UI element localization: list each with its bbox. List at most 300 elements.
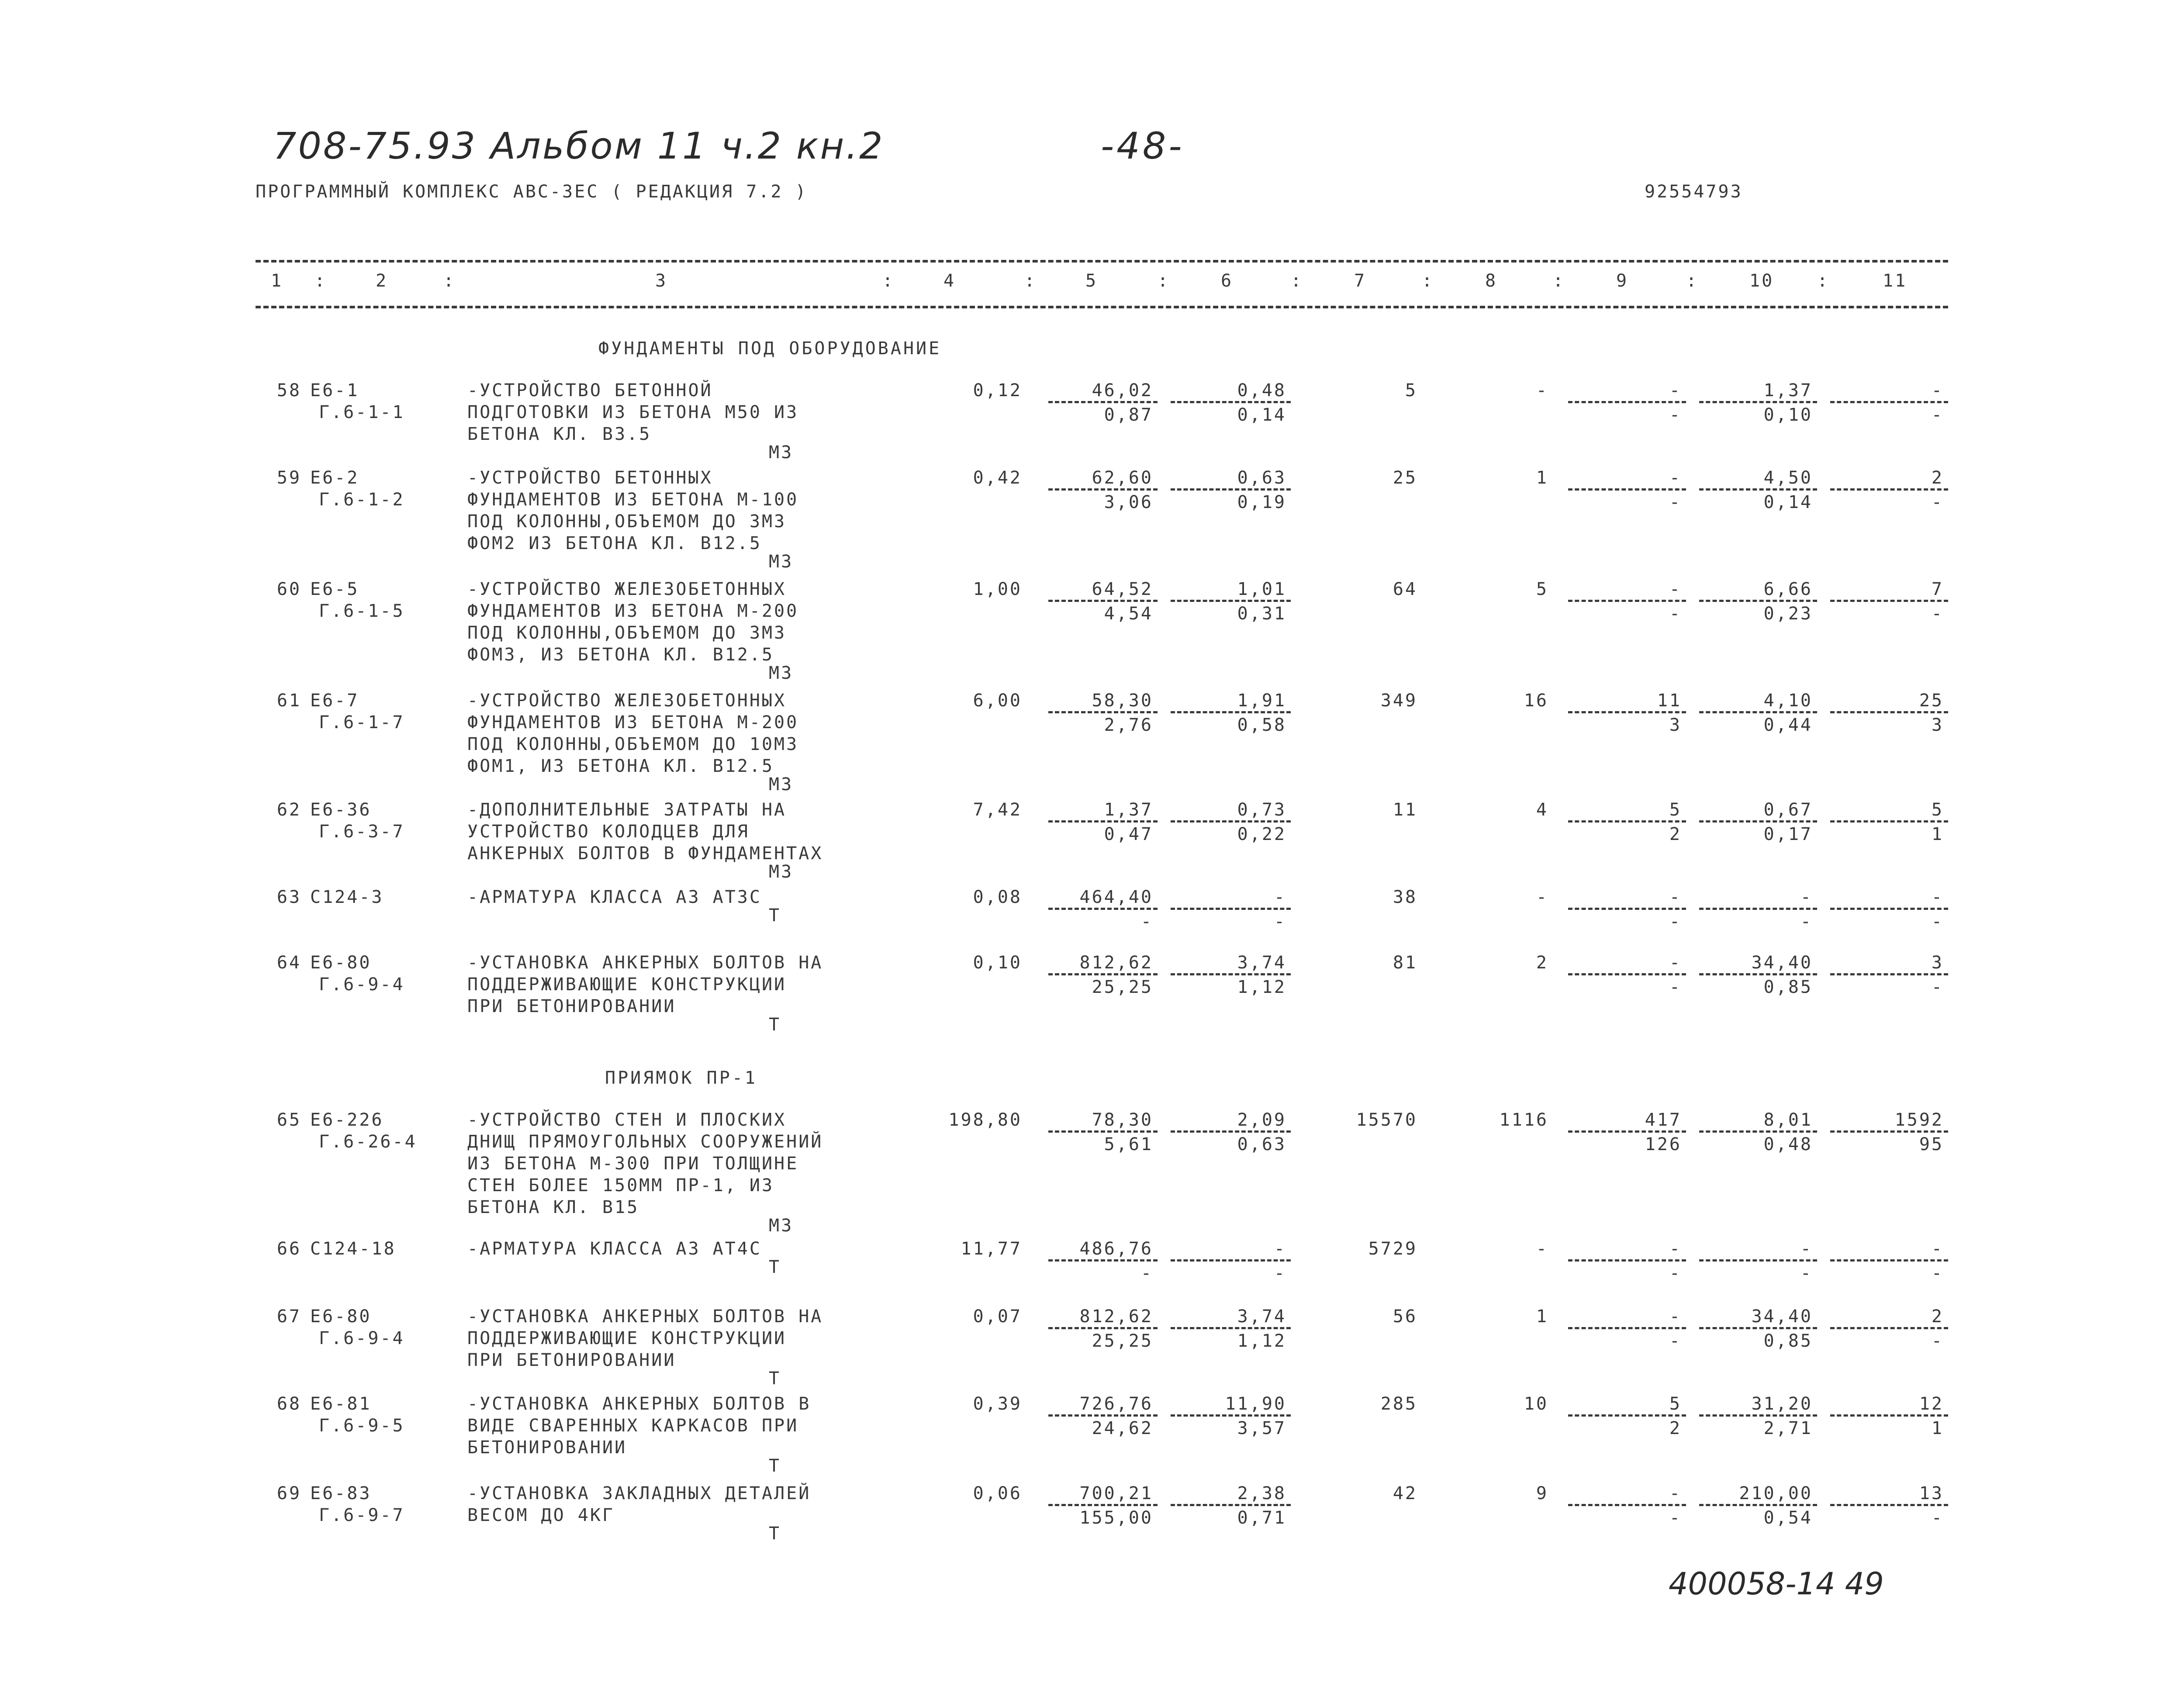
reference-code: Г.6-9-4: [319, 975, 405, 995]
unit-label: Т: [769, 1369, 781, 1389]
handwritten-page-number: -48-: [1101, 124, 1185, 167]
cell-c5: 812,62: [1079, 953, 1153, 973]
value-separator-c11: [1830, 1504, 1948, 1506]
value-separator-c5: [1048, 1259, 1158, 1262]
cell-c9: -: [1669, 953, 1682, 973]
value-separator-c10: [1699, 401, 1817, 403]
cell-c9: -: [1669, 468, 1682, 488]
cell-c11b: -: [1931, 977, 1944, 997]
cell-c6b: 0,22: [1237, 824, 1286, 844]
cell-c4: 7,42: [973, 800, 1022, 820]
column-separator: :: [1158, 271, 1170, 291]
cell-c6b: 1,12: [1237, 1331, 1286, 1351]
cell-c9: 417: [1645, 1110, 1682, 1130]
cell-c6b: -: [1274, 912, 1286, 932]
cell-c7: 11: [1393, 800, 1417, 820]
value-separator-c11: [1830, 820, 1948, 823]
value-separator-c10: [1699, 1414, 1817, 1417]
cell-c11b: -: [1931, 1508, 1944, 1528]
unit-label: М3: [769, 1216, 794, 1236]
cell-c5b: -: [1140, 1263, 1153, 1283]
rate-code: Е6-83: [310, 1483, 372, 1503]
unit-label: М3: [769, 774, 794, 795]
unit-label: М3: [769, 862, 794, 882]
cell-c7: 15570: [1356, 1110, 1417, 1130]
handwritten-album-title: 708-75.93 Альбом 11 ч.2 кн.2: [273, 124, 885, 167]
cell-c6: 1,91: [1237, 691, 1286, 711]
cell-c9b: -: [1669, 1263, 1682, 1283]
column-separator: :: [1817, 271, 1830, 291]
value-separator-c10: [1699, 488, 1817, 491]
unit-label: М3: [769, 663, 794, 683]
cell-c6: 3,74: [1237, 953, 1286, 973]
header-top-rule: [256, 260, 1948, 263]
reference-code: Г.6-3-7: [319, 822, 405, 842]
reference-code: Г.6-1-2: [319, 490, 405, 510]
handwritten-stamp: 400058-14 49: [1669, 1566, 1884, 1602]
cell-c9b: 2: [1669, 824, 1682, 844]
value-separator-c9: [1568, 820, 1686, 823]
value-separator-c6: [1171, 600, 1291, 602]
value-separator-c6: [1171, 1414, 1291, 1417]
cell-c5: 78,30: [1092, 1110, 1153, 1130]
cell-c11: 12: [1919, 1394, 1944, 1414]
column-separator: :: [1422, 271, 1434, 291]
work-description-line: -УСТРОЙСТВО ЖЕЛЕЗОБЕТОННЫХ: [467, 691, 787, 711]
cell-c8: -: [1536, 887, 1548, 907]
work-description-line: ВИДЕ СВАРЕННЫХ КАРКАСОВ ПРИ: [467, 1416, 799, 1436]
cell-c5: 1,37: [1104, 800, 1153, 820]
column-number: 3: [655, 271, 668, 291]
cell-c6: 0,73: [1237, 800, 1286, 820]
value-separator-c10: [1699, 1327, 1817, 1329]
reference-code: Г.6-1-5: [319, 601, 405, 621]
cell-c8: 1: [1536, 468, 1548, 488]
work-description-line: ПОД КОЛОННЫ,ОБЪЕМОМ ДО 3М3: [467, 623, 787, 643]
cell-c6: -: [1274, 1239, 1286, 1259]
work-description-line: -АРМАТУРА КЛАССА А3 АТ4С: [467, 1239, 762, 1259]
cell-c5b: 4,54: [1104, 604, 1153, 624]
cell-c7: 38: [1393, 887, 1417, 907]
cell-c9: 5: [1669, 800, 1682, 820]
header-bottom-rule: [256, 306, 1948, 308]
section-title: ПРИЯМОК ПР-1: [605, 1068, 757, 1088]
reference-code: Г.6-9-4: [319, 1328, 405, 1348]
cell-c4: 0,42: [973, 468, 1022, 488]
value-separator-c11: [1830, 488, 1948, 491]
work-description-line: БЕТОНИРОВАНИИ: [467, 1438, 627, 1458]
column-number: 4: [943, 271, 956, 291]
cell-c9b: 126: [1645, 1134, 1682, 1154]
cell-c4: 0,08: [973, 887, 1022, 907]
value-separator-c6: [1171, 908, 1291, 910]
value-separator-c9: [1568, 908, 1686, 910]
cell-c6: 3,74: [1237, 1306, 1286, 1327]
cell-c9b: -: [1669, 1508, 1682, 1528]
cell-c4: 198,80: [948, 1110, 1022, 1130]
value-separator-c11: [1830, 908, 1948, 910]
value-separator-c10: [1699, 1504, 1817, 1506]
value-separator-c5: [1048, 401, 1158, 403]
rate-code: Е6-2: [310, 468, 359, 488]
rate-code: Е6-7: [310, 691, 359, 711]
value-separator-c10: [1699, 600, 1817, 602]
value-separator-c9: [1568, 1259, 1686, 1262]
cell-c6: 2,38: [1237, 1483, 1286, 1503]
cell-c11b: 1: [1931, 824, 1944, 844]
cell-c5: 700,21: [1079, 1483, 1153, 1503]
reference-code: Г.6-1-1: [319, 402, 405, 422]
cell-c10: 6,66: [1763, 579, 1813, 599]
cell-c10b: 2,71: [1763, 1418, 1813, 1438]
row-number: 65: [276, 1110, 301, 1130]
cell-c8: 2: [1536, 953, 1548, 973]
work-description-line: -УСТАНОВКА АНКЕРНЫХ БОЛТОВ НА: [467, 953, 823, 973]
cell-c10b: 0,10: [1763, 405, 1813, 425]
value-separator-c9: [1568, 1130, 1686, 1133]
work-description-line: ПОДГОТОВКИ ИЗ БЕТОНА М50 ИЗ: [467, 402, 799, 422]
cell-c6: -: [1274, 887, 1286, 907]
row-number: 69: [276, 1483, 301, 1503]
cell-c10: 1,37: [1763, 380, 1813, 401]
cell-c5b: 0,47: [1104, 824, 1153, 844]
value-separator-c6: [1171, 711, 1291, 713]
work-description-line: -УСТАНОВКА АНКЕРНЫХ БОЛТОВ В: [467, 1394, 811, 1414]
document-number: 92554793: [1645, 182, 1743, 202]
work-description-line: АНКЕРНЫХ БОЛТОВ В ФУНДАМЕНТАХ: [467, 843, 823, 864]
cell-c8: -: [1536, 1239, 1548, 1259]
cell-c9b: -: [1669, 912, 1682, 932]
work-description-line: ФОМ1, ИЗ БЕТОНА КЛ. В12.5: [467, 756, 774, 776]
unit-label: М3: [769, 442, 794, 463]
cell-c5: 812,62: [1079, 1306, 1153, 1327]
column-separator: :: [882, 271, 895, 291]
value-separator-c5: [1048, 711, 1158, 713]
cell-c6b: 1,12: [1237, 977, 1286, 997]
value-separator-c9: [1568, 401, 1686, 403]
cell-c7: 25: [1393, 468, 1417, 488]
cell-c9b: -: [1669, 604, 1682, 624]
row-number: 67: [276, 1306, 301, 1327]
cell-c7: 349: [1380, 691, 1417, 711]
column-separator: :: [443, 271, 456, 291]
cell-c7: 42: [1393, 1483, 1417, 1503]
value-separator-c11: [1830, 711, 1948, 713]
work-description-line: ДНИЩ ПРЯМОУГОЛЬНЫХ СООРУЖЕНИЙ: [467, 1132, 823, 1152]
work-description-line: ПРИ БЕТОНИРОВАНИИ: [467, 996, 676, 1016]
cell-c9b: -: [1669, 977, 1682, 997]
cell-c8: 9: [1536, 1483, 1548, 1503]
cell-c10: -: [1800, 887, 1813, 907]
cell-c10b: -: [1800, 1263, 1813, 1283]
column-number: 11: [1883, 271, 1908, 291]
cell-c10: 210,00: [1739, 1483, 1813, 1503]
work-description-line: -АРМАТУРА КЛАССА А3 АТ3С: [467, 887, 762, 907]
cell-c7: 285: [1380, 1394, 1417, 1414]
work-description-line: ПОДДЕРЖИВАЮЩИЕ КОНСТРУКЦИИ: [467, 1328, 787, 1348]
reference-code: Г.6-26-4: [319, 1132, 417, 1152]
cell-c9: -: [1669, 887, 1682, 907]
value-separator-c6: [1171, 1130, 1291, 1133]
cell-c4: 1,00: [973, 579, 1022, 599]
cell-c9: 11: [1657, 691, 1682, 711]
value-separator-c5: [1048, 1130, 1158, 1133]
cell-c4: 0,06: [973, 1483, 1022, 1503]
cell-c6b: 0,31: [1237, 604, 1286, 624]
value-separator-c6: [1171, 820, 1291, 823]
reference-code: Г.6-9-5: [319, 1416, 405, 1436]
cell-c11: 7: [1931, 579, 1944, 599]
cell-c11b: 95: [1919, 1134, 1944, 1154]
work-description-line: -УСТАНОВКА ЗАКЛАДНЫХ ДЕТАЛЕЙ: [467, 1483, 811, 1503]
cell-c4: 6,00: [973, 691, 1022, 711]
row-number: 59: [276, 468, 301, 488]
cell-c9b: -: [1669, 405, 1682, 425]
value-separator-c5: [1048, 973, 1158, 975]
work-description-line: ФУНДАМЕНТОВ ИЗ БЕТОНА М-100: [467, 490, 799, 510]
work-description-line: ПОД КОЛОННЫ,ОБЪЕМОМ ДО 3М3: [467, 512, 787, 532]
cell-c5b: 0,87: [1104, 405, 1153, 425]
row-number: 64: [276, 953, 301, 973]
cell-c10b: 0,17: [1763, 824, 1813, 844]
cell-c10b: 0,14: [1763, 492, 1813, 512]
value-separator-c5: [1048, 1504, 1158, 1506]
row-number: 66: [276, 1239, 301, 1259]
value-separator-c5: [1048, 1327, 1158, 1329]
work-description-line: -УСТРОЙСТВО СТЕН И ПЛОСКИХ: [467, 1110, 787, 1130]
cell-c6b: 0,14: [1237, 405, 1286, 425]
cell-c11b: 1: [1931, 1418, 1944, 1438]
value-separator-c5: [1048, 820, 1158, 823]
work-description-line: -УСТРОЙСТВО БЕТОННЫХ: [467, 468, 713, 488]
work-description-line: -УСТАНОВКА АНКЕРНЫХ БОЛТОВ НА: [467, 1306, 823, 1327]
cell-c10: 34,40: [1751, 953, 1813, 973]
cell-c6b: -: [1274, 1263, 1286, 1283]
cell-c5: 64,52: [1092, 579, 1153, 599]
column-separator: :: [314, 271, 327, 291]
work-description-line: ПРИ БЕТОНИРОВАНИИ: [467, 1350, 676, 1370]
value-separator-c6: [1171, 401, 1291, 403]
cell-c10b: -: [1800, 912, 1813, 932]
cell-c11: 3: [1931, 953, 1944, 973]
cell-c7: 81: [1393, 953, 1417, 973]
value-separator-c10: [1699, 1130, 1817, 1133]
rate-code: Е6-81: [310, 1394, 372, 1414]
row-number: 60: [276, 579, 301, 599]
cell-c8: 4: [1536, 800, 1548, 820]
cell-c6: 2,09: [1237, 1110, 1286, 1130]
value-separator-c10: [1699, 711, 1817, 713]
cell-c5b: 155,00: [1079, 1508, 1153, 1528]
cell-c8: 1: [1536, 1306, 1548, 1327]
reference-code: Г.6-1-7: [319, 712, 405, 733]
cell-c10: 34,40: [1751, 1306, 1813, 1327]
value-separator-c6: [1171, 973, 1291, 975]
cell-c11b: -: [1931, 405, 1944, 425]
value-separator-c9: [1568, 711, 1686, 713]
cell-c11: 5: [1931, 800, 1944, 820]
cell-c4: 0,07: [973, 1306, 1022, 1327]
value-separator-c6: [1171, 1504, 1291, 1506]
row-number: 68: [276, 1394, 301, 1414]
value-separator-c11: [1830, 1130, 1948, 1133]
cell-c5b: 24,62: [1092, 1418, 1153, 1438]
unit-label: Т: [769, 906, 781, 926]
work-description-line: ВЕСОМ ДО 4КГ: [467, 1505, 615, 1525]
work-description-line: УСТРОЙСТВО КОЛОДЦЕВ ДЛЯ: [467, 822, 750, 842]
cell-c11: -: [1931, 887, 1944, 907]
rate-code: Е6-36: [310, 800, 372, 820]
cell-c10b: 0,54: [1763, 1508, 1813, 1528]
cell-c9: -: [1669, 1306, 1682, 1327]
cell-c4: 0,39: [973, 1394, 1022, 1414]
work-description-line: -ДОПОЛНИТЕЛЬНЫЕ ЗАТРАТЫ НА: [467, 800, 787, 820]
value-separator-c10: [1699, 820, 1817, 823]
cell-c6b: 0,63: [1237, 1134, 1286, 1154]
cell-c10: 8,01: [1763, 1110, 1813, 1130]
rate-code: С124-18: [310, 1239, 396, 1259]
cell-c9: -: [1669, 1483, 1682, 1503]
value-separator-c5: [1048, 600, 1158, 602]
rate-code: Е6-80: [310, 1306, 372, 1327]
rate-code: Е6-80: [310, 953, 372, 973]
work-description-line: ПОДДЕРЖИВАЮЩИЕ КОНСТРУКЦИИ: [467, 975, 787, 995]
work-description-line: ПОД КОЛОННЫ,ОБЪЕМОМ ДО 10М3: [467, 734, 799, 754]
value-separator-c5: [1048, 1414, 1158, 1417]
cell-c7: 5: [1405, 380, 1417, 401]
value-separator-c10: [1699, 973, 1817, 975]
column-separator: :: [1024, 271, 1037, 291]
cell-c10: 0,67: [1763, 800, 1813, 820]
cell-c6: 1,01: [1237, 579, 1286, 599]
column-number: 1: [271, 271, 283, 291]
cell-c9b: 2: [1669, 1418, 1682, 1438]
work-description-line: БЕТОНА КЛ. В15: [467, 1197, 639, 1217]
cell-c5b: 25,25: [1092, 977, 1153, 997]
value-separator-c11: [1830, 401, 1948, 403]
value-separator-c6: [1171, 1327, 1291, 1329]
work-description-line: ФОМ2 ИЗ БЕТОНА КЛ. В12.5: [467, 533, 762, 553]
work-description-line: БЕТОНА КЛ. В3.5: [467, 424, 652, 444]
cell-c10b: 0,85: [1763, 1331, 1813, 1351]
column-number: 5: [1085, 271, 1098, 291]
cell-c11: -: [1931, 1239, 1944, 1259]
column-separator: :: [1686, 271, 1699, 291]
cell-c11b: -: [1931, 604, 1944, 624]
value-separator-c9: [1568, 1504, 1686, 1506]
cell-c6b: 0,19: [1237, 492, 1286, 512]
cell-c11: 2: [1931, 1306, 1944, 1327]
cell-c8: 10: [1524, 1394, 1548, 1414]
row-number: 58: [276, 380, 301, 401]
work-description-line: ФУНДАМЕНТОВ ИЗ БЕТОНА М-200: [467, 601, 799, 621]
cell-c5: 62,60: [1092, 468, 1153, 488]
cell-c6b: 0,58: [1237, 715, 1286, 735]
cell-c5: 726,76: [1079, 1394, 1153, 1414]
cell-c9b: -: [1669, 492, 1682, 512]
value-separator-c5: [1048, 908, 1158, 910]
row-number: 63: [276, 887, 301, 907]
cell-c5: 46,02: [1092, 380, 1153, 401]
column-separator: :: [1553, 271, 1565, 291]
cell-c6b: 3,57: [1237, 1418, 1286, 1438]
cell-c9b: 3: [1669, 715, 1682, 735]
cell-c10b: 0,85: [1763, 977, 1813, 997]
cell-c8: 5: [1536, 579, 1548, 599]
row-number: 61: [276, 691, 301, 711]
unit-label: Т: [769, 1257, 781, 1277]
rate-code: Е6-5: [310, 579, 359, 599]
cell-c5b: 2,76: [1104, 715, 1153, 735]
cell-c11: 25: [1919, 691, 1944, 711]
unit-label: Т: [769, 1524, 781, 1544]
cell-c5: 58,30: [1092, 691, 1153, 711]
row-number: 62: [276, 800, 301, 820]
value-separator-c9: [1568, 1327, 1686, 1329]
cell-c7: 5729: [1368, 1239, 1417, 1259]
rate-code: Е6-226: [310, 1110, 384, 1130]
cell-c10b: 0,23: [1763, 604, 1813, 624]
value-separator-c11: [1830, 973, 1948, 975]
rate-code: С124-3: [310, 887, 384, 907]
unit-label: Т: [769, 1456, 781, 1476]
column-number: 9: [1616, 271, 1629, 291]
cell-c11b: 3: [1931, 715, 1944, 735]
cell-c9: -: [1669, 1239, 1682, 1259]
work-description-line: ФУНДАМЕНТОВ ИЗ БЕТОНА М-200: [467, 712, 799, 733]
cell-c11: 13: [1919, 1483, 1944, 1503]
cell-c8: -: [1536, 380, 1548, 401]
cell-c10: 31,20: [1751, 1394, 1813, 1414]
value-separator-c11: [1830, 600, 1948, 602]
cell-c10b: 0,44: [1763, 715, 1813, 735]
value-separator-c11: [1830, 1327, 1948, 1329]
cell-c10b: 0,48: [1763, 1134, 1813, 1154]
cell-c10: 4,10: [1763, 691, 1813, 711]
cell-c11: 1592: [1894, 1110, 1944, 1130]
cell-c7: 64: [1393, 579, 1417, 599]
value-separator-c10: [1699, 908, 1817, 910]
value-separator-c6: [1171, 488, 1291, 491]
value-separator-c6: [1171, 1259, 1291, 1262]
value-separator-c5: [1048, 488, 1158, 491]
column-number: 8: [1485, 271, 1498, 291]
column-number: 2: [376, 271, 388, 291]
cell-c10: -: [1800, 1239, 1813, 1259]
section-title: ФУНДАМЕНТЫ ПОД ОБОРУДОВАНИЕ: [598, 339, 942, 359]
unit-label: М3: [769, 552, 794, 572]
column-number: 7: [1354, 271, 1367, 291]
value-separator-c10: [1699, 1259, 1817, 1262]
work-description-line: ИЗ БЕТОНА М-300 ПРИ ТОЛЩИНЕ: [467, 1154, 799, 1174]
cell-c9: -: [1669, 579, 1682, 599]
cell-c5b: 5,61: [1104, 1134, 1153, 1154]
column-number: 6: [1221, 271, 1234, 291]
cell-c8: 16: [1524, 691, 1548, 711]
value-separator-c9: [1568, 1414, 1686, 1417]
work-description-line: -УСТРОЙСТВО ЖЕЛЕЗОБЕТОННЫХ: [467, 579, 787, 599]
unit-label: Т: [769, 1015, 781, 1035]
cell-c10: 4,50: [1763, 468, 1813, 488]
cell-c8: 1116: [1499, 1110, 1548, 1130]
column-number: 10: [1749, 271, 1774, 291]
work-description-line: -УСТРОЙСТВО БЕТОННОЙ: [467, 380, 713, 401]
work-description-line: СТЕН БОЛЕЕ 150ММ ПР-1, ИЗ: [467, 1175, 774, 1196]
cell-c6b: 0,71: [1237, 1508, 1286, 1528]
cell-c11b: -: [1931, 1263, 1944, 1283]
reference-code: Г.6-9-7: [319, 1505, 405, 1525]
cell-c6: 0,48: [1237, 380, 1286, 401]
